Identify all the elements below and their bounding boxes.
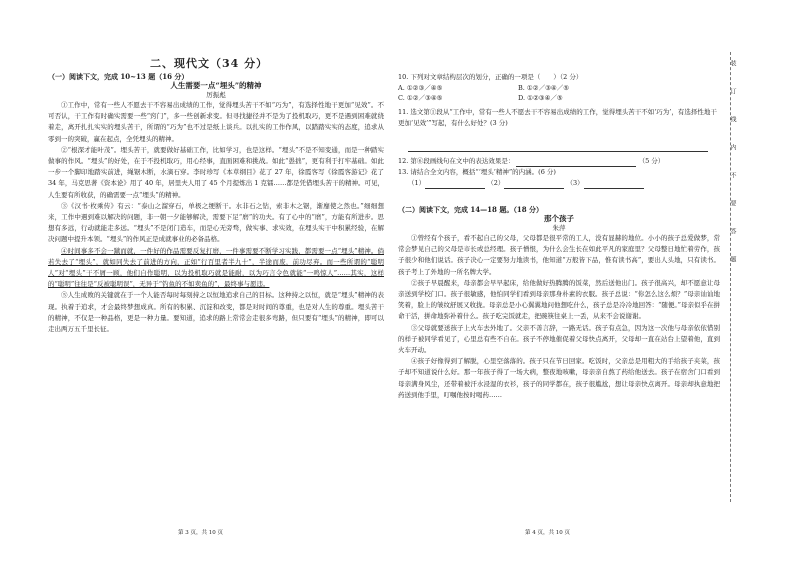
article1-paragraph-3: ③《汉书·枚乘传》有云：“泰山之溜穿石，单极之绠断干。水非石之钻，索非木之锯，渐靡使之然也。”细细想来，工作中遇到难以解决的问题，非一朝一夕能够解决，需要下足“磨”的功夫。有了心中的“磨”，方能有所进步。思想有多远，行动就能走多远。“埋头”不是闭门造车，而是心无旁骛，做实事、求实效，在埋头实干中积累经验，在解决问题中提升本领。“埋头”的作风正是成就事业的必备品格。 <box>48 201 384 244</box>
article2-paragraph-2: ②孩子早晨醒来，母亲都会早早起床，给他做好热腾腾的饭菜，然后送他出门。孩子很高兴，却不愿意让母亲送到学校门口。孩子很敏感，他怕同学们看到母亲那身朴素的衣服。孩子总说：“你怎么这么烦？”母亲讪讪地笑着，脸上的皱纹舒展又收拢。母亲总是小心翼翼地问他想吃什么，孩子总是冷冷地回答：“随便。”母亲似乎在拼命干活，拼命地弥补着什么。孩子吃完饭就走，把碗筷往桌上一丢，从来不会说谢谢。 <box>398 278 720 321</box>
section-heading: 二、现代文（34 分） <box>150 57 269 70</box>
question-10: 10. 下列对文章结构层次的划分，正确的一项是（ ）（2 分） <box>398 73 583 81</box>
article2-author: 朱萍 <box>552 224 566 232</box>
question-10-options-2 <box>398 93 720 103</box>
blank-label-1: （1） <box>408 179 426 187</box>
binding-char: 不 <box>729 172 736 200</box>
part2-label: （二）阅读下文，完成 14—18 题。（18 分） <box>398 205 544 214</box>
binding-char: 答 <box>729 228 736 256</box>
binding-char: 订 <box>729 88 736 116</box>
answer-blank-2[interactable] <box>504 182 564 189</box>
binding-char: 内 <box>729 144 736 172</box>
question-12-score: （5 分） <box>638 157 665 165</box>
option-b[interactable]: B. ①②／③④／⑤ <box>518 84 570 92</box>
part1-label: （一）阅读下文，完成 10~13 题（16 分） <box>48 72 189 81</box>
article2-paragraph-3: ③父母就要送孩子上火车去外地了。父亲不善言辞，一路无话。孩子有点急，因为这一次他与母亲依依惜别的样子被同学看见了，心里总有些不自在。孩子不停地催促着父母快点离开，父母却一直在站台上望着他，直到火车开动。 <box>398 323 720 355</box>
question-12-row <box>398 156 720 167</box>
question-11: 11. 选文第①段从“工作中，常有一些人不愿去干不容易出成绩的工作，觉得埋头苦干不如‘巧为’，有选择性地干更加‘见效’”写起，有什么好处？(3 分) <box>398 108 717 127</box>
article1-paragraph-5: ⑤人生成败的关键就在于一个人能否每时每刻持之以恒地追求自己的目标。这种持之以恒，就是“埋头”精神的表现。执着于追求，才会最终梦想成真。所有的积累、沉淀和改变，都是对时间的尊重，也是对人生的尊重。埋头苦干的精神，不仅是一种品格，更是一种力量。要知道，追求的路上常常会走很多弯路，但只要有“埋头”的精神，即可以走出两万五千里长征。 <box>48 291 384 334</box>
option-a[interactable]: A. ①②③／④⑤ <box>398 84 443 92</box>
option-d[interactable]: D. ①②③④／⑤ <box>518 94 563 102</box>
binding-char: 要 <box>729 200 736 228</box>
question-10-options <box>398 83 720 93</box>
blank-label-3: （3） <box>566 179 584 187</box>
question-12: 12. 第⑥段画线句在文中的表达效果是： <box>398 157 515 165</box>
answer-line-11[interactable] <box>408 133 720 152</box>
article1-paragraph-2: ②“根深才能叶茂”。埋头苦干，就要做好基础工作，比如学习，也是这样。“埋头”不是不知变通，而是一种踏实做事的作风。“埋头”的好处，在于不投机取巧，用心经事，直面困难和挑战。如此“愚拙”，更有利于打牢基础。如此一步一个脚印地踏实前进，绳锯木断，水滴石穿。李时珍写《本草纲目》花了 27 年，徐霞客写《徐霞客游记》花了 34 年，马克思著《资本论》用了 40 年，居里夫人用了 45 个月提炼出 1 克镭……都是凭借埋头苦干的精神。可见，人生要有所收获，的确需要一点“埋头”的精神。 <box>48 145 384 199</box>
article2-paragraph-4: ④孩子好像得到了解脱，心里空落落的。孩子只在节日回家。吃饭时，父亲总是用粗大的手给孩子夹菜，孩子却不知道说什么好。那一年孩子得了一场大病，整夜地咳嗽，母亲亲自熬了药给他送去。孩子在宿舍门口看到母亲满身风尘，还带着被汗水浸湿的衣衫，孩子的同学都在，孩子很尴尬，想让母亲快点离开。母亲却执意地把药送到他手里，叮嘱他按时喝药…… <box>398 357 720 399</box>
option-c[interactable]: C. ①②／③④⑤ <box>398 94 443 102</box>
article2-title: 那个孩子 <box>544 214 574 223</box>
page-footer-left: 第 3 页，共 10 页 <box>178 530 223 536</box>
binding-text <box>729 60 745 284</box>
page-footer-right: 第 4 页，共 10 页 <box>525 530 570 536</box>
answer-blank-3[interactable] <box>584 182 644 189</box>
article1-paragraph-1: ①工作中，常有一些人不愿去干不容易出成绩的工作，觉得埋头苦干不如“巧为”，有选择性地干更加“见效”。不可否认，干工作有时确实需要一些“窍门”，多一些创新求变。但寻找捷径并不是为了投机取巧，更不是遇到困难就绕着走，离开扎扎实实的埋头苦干，所谓的“巧为”也不过是纸上谈兵。以扎实的工作作风，以踏踏实实的态度，追求从零到一的突破，赢在起点，全凭埋头的精神。 <box>48 101 384 143</box>
question-13: 13. 请结合全文内容，概括“‘埋头’精神”的内涵。(6 分) <box>398 168 556 176</box>
binding-char: 题 <box>729 256 736 284</box>
binding-char: 装 <box>729 60 736 88</box>
article1-paragraph-4: ④时间事多不会一蹴而就，一件好的作品需要反复打磨，一件事需要不断学习实践，都需要一点“埋头”精神。倘若失去了“埋头”，就如同失去了前进的方向，正如“行百里者半九十”，半途而废，前功尽弃。而一些所谓的“聪明人”对“埋头”干不屑一顾，他们自作聪明，以为投机取巧就是能耐，以为巧言令色就能“一鸣惊人”……其实，这样的“聪明”往往是“反被聪明误”，无异于“钓鱼的不如卖鱼的”，最终事与愿违。 <box>48 246 384 289</box>
article1-title: 人生需要一点“埋头”的精神 <box>170 81 262 90</box>
article1-author: 厉振彪 <box>206 91 226 99</box>
answer-blank-1[interactable] <box>425 182 485 189</box>
binding-char: 线 <box>729 116 736 144</box>
blank-label-2: （2） <box>487 179 505 187</box>
question-13-blanks <box>398 178 720 189</box>
article2-paragraph-1: ①曾经有个孩子，看不起自己的父母，父母都是很平常的工人，没有显赫的地位。小小的孩子总爱做梦，常常会梦见自己的父母是市长或总经理。孩子憎恨，为什么会生长在如此平凡的家庭里？父母整日地忙着劳作，孩子很少和他们说话。孩子决心一定要努力地读书，他知道“万般皆下品，惟有读书高”，要出人头地，只有读书。孩子考上了外地的一所名牌大学。 <box>398 234 720 276</box>
answer-line-12[interactable] <box>516 160 636 167</box>
